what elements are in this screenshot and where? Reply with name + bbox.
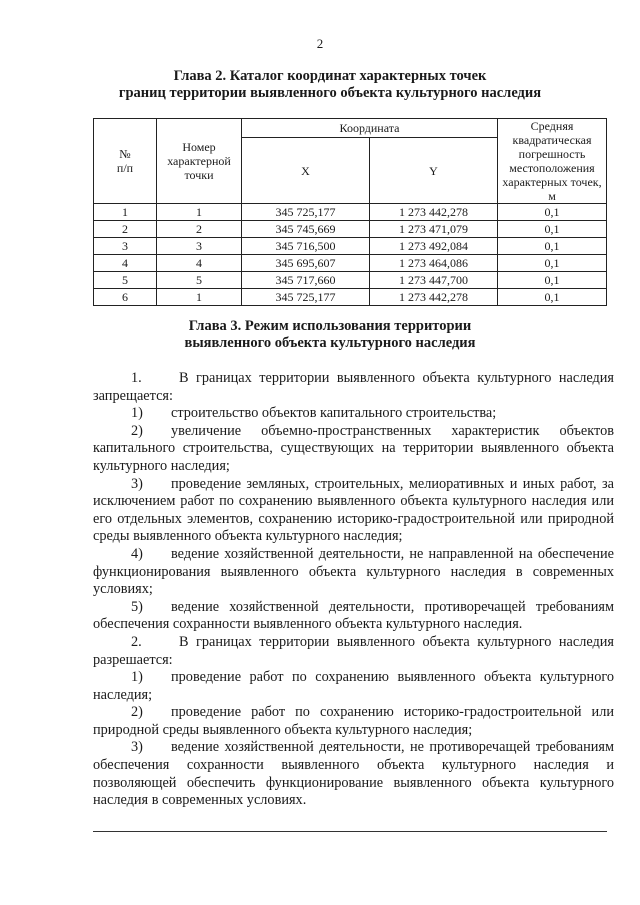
table-row [94,221,607,238]
cell-y: 1 273 492,084 [370,238,498,255]
header-error-line: Средняя [530,119,574,133]
chapter-2-heading [40,68,620,102]
header-point-line: Номер [182,140,216,154]
cell-number: 5 [94,272,157,289]
header-y: Y [370,138,498,204]
table-row [94,272,607,289]
cell-y: 1 273 464,086 [370,255,498,272]
coordinates-table [93,118,607,306]
cell-number: 1 [94,204,157,221]
cell-x: 345 725,177 [242,204,370,221]
item-text: ведение хозяйственной деятельности, противоречащей требованиям обеспечения сохранности выявленного объекта культурного наследия. [93,598,614,633]
cell-error: 0,1 [498,204,607,221]
paragraph-text: В границах территории выявленного объекта культурного наследия запрещается: [93,370,614,404]
list-item [93,546,614,599]
item-text: ведение хозяйственной деятельности, не направленной на обеспечение функционирования выявленного объекта культурного наследия в современных условиях; [93,545,614,598]
item-number: 5) [131,598,143,615]
header-number [94,119,157,204]
list-item [93,476,614,546]
paragraph [93,370,614,405]
cell-x: 345 717,660 [242,272,370,289]
header-point-line: характерной [167,154,231,168]
table-row [94,204,607,221]
cell-number: 2 [94,221,157,238]
header-error-line: местоположения [509,161,595,175]
header-point-number [157,119,242,204]
chapter-3-title-line-2: выявленного объекта культурного наследия [184,335,476,351]
chapter-2-title-line-2: границ территории выявленного объекта культурного наследия [118,85,542,101]
cell-x: 345 695,607 [242,255,370,272]
header-error-line: погрешность [518,147,586,161]
list-item [93,704,614,739]
chapter-3-heading [40,318,620,352]
cell-point: 2 [157,221,242,238]
header-number-line: п/п [116,161,134,175]
header-error-line: характерных точек, м [502,175,602,203]
item-text: строительство объектов капитального строительства; [171,405,497,422]
header-error-line: квадратическая [512,133,592,147]
cell-point: 4 [157,255,242,272]
table-row [94,289,607,306]
header-error [498,119,607,204]
cell-error: 0,1 [498,221,607,238]
header-x: X [242,138,370,204]
paragraph-number: 1. [131,370,142,386]
item-number: 3) [131,475,143,492]
list-item [93,405,614,423]
cell-error: 0,1 [498,289,607,306]
page-number: 2 [316,36,324,51]
item-number: 1) [131,669,143,686]
table-row [94,238,607,255]
item-text: увеличение объемно-пространственных характеристик объектов капитального строительства, существующих на территории выявленного объекта культурного наследия; [93,422,614,474]
item-number: 2) [131,422,143,439]
cell-x: 345 716,500 [242,238,370,255]
header-point-line: точки [184,168,214,182]
item-text: проведение работ по сохранению историко-градостроительной или природной среды выявленного объекта культурного наследия; [93,704,614,738]
cell-error: 0,1 [498,272,607,289]
cell-point: 1 [157,289,242,306]
cell-error: 0,1 [498,255,607,272]
header-coordinate: Координата [242,119,498,138]
cell-point: 3 [157,238,242,255]
cell-y: 1 273 447,700 [370,272,498,289]
list-item [93,669,614,704]
footer-divider [93,831,607,832]
chapter-3-title-line-1: Глава 3. Режим использования территории [188,318,472,334]
cell-error: 0,1 [498,238,607,255]
cell-number: 4 [94,255,157,272]
item-number: 4) [131,545,143,562]
cell-x: 345 745,669 [242,221,370,238]
cell-point: 1 [157,204,242,221]
cell-y: 1 273 442,278 [370,204,498,221]
list-item [93,423,614,476]
header-number-line: № [119,147,131,161]
item-number: 1) [131,405,143,422]
paragraph-text: В границах территории выявленного объекта культурного наследия разрешается: [93,633,614,668]
cell-y: 1 273 471,079 [370,221,498,238]
list-item [93,739,614,809]
chapter-2-title-line-1: Глава 2. Каталог координат характерных точек [173,68,487,84]
item-text: проведение земляных, строительных, мелиоративных и иных работ, за исключением работ по сохранению выявленного объекта культурного наследия или его отдельных элементов, сохранению историко-градостроительной или природной среды выявленного объекта культурного наследия; [93,475,614,545]
cell-point: 5 [157,272,242,289]
item-number: 2) [131,704,143,721]
cell-number: 3 [94,238,157,255]
cell-number: 6 [94,289,157,306]
item-text: проведение работ по сохранению выявленного объекта культурного наследия; [93,669,614,703]
item-number: 3) [131,739,143,756]
list-item [93,599,614,634]
paragraph [93,634,614,669]
paragraph-number: 2. [131,633,142,650]
table-row [94,255,607,272]
cell-x: 345 725,177 [242,289,370,306]
cell-y: 1 273 442,278 [370,289,498,306]
regime-text [93,370,614,810]
item-text: ведение хозяйственной деятельности, не противоречащей требованиям обеспечения сохранности выявленного объекта культурного наследия и позволяющей обеспечить функционирование выявленного объекта культурного наследия в современных условиях. [93,739,614,809]
